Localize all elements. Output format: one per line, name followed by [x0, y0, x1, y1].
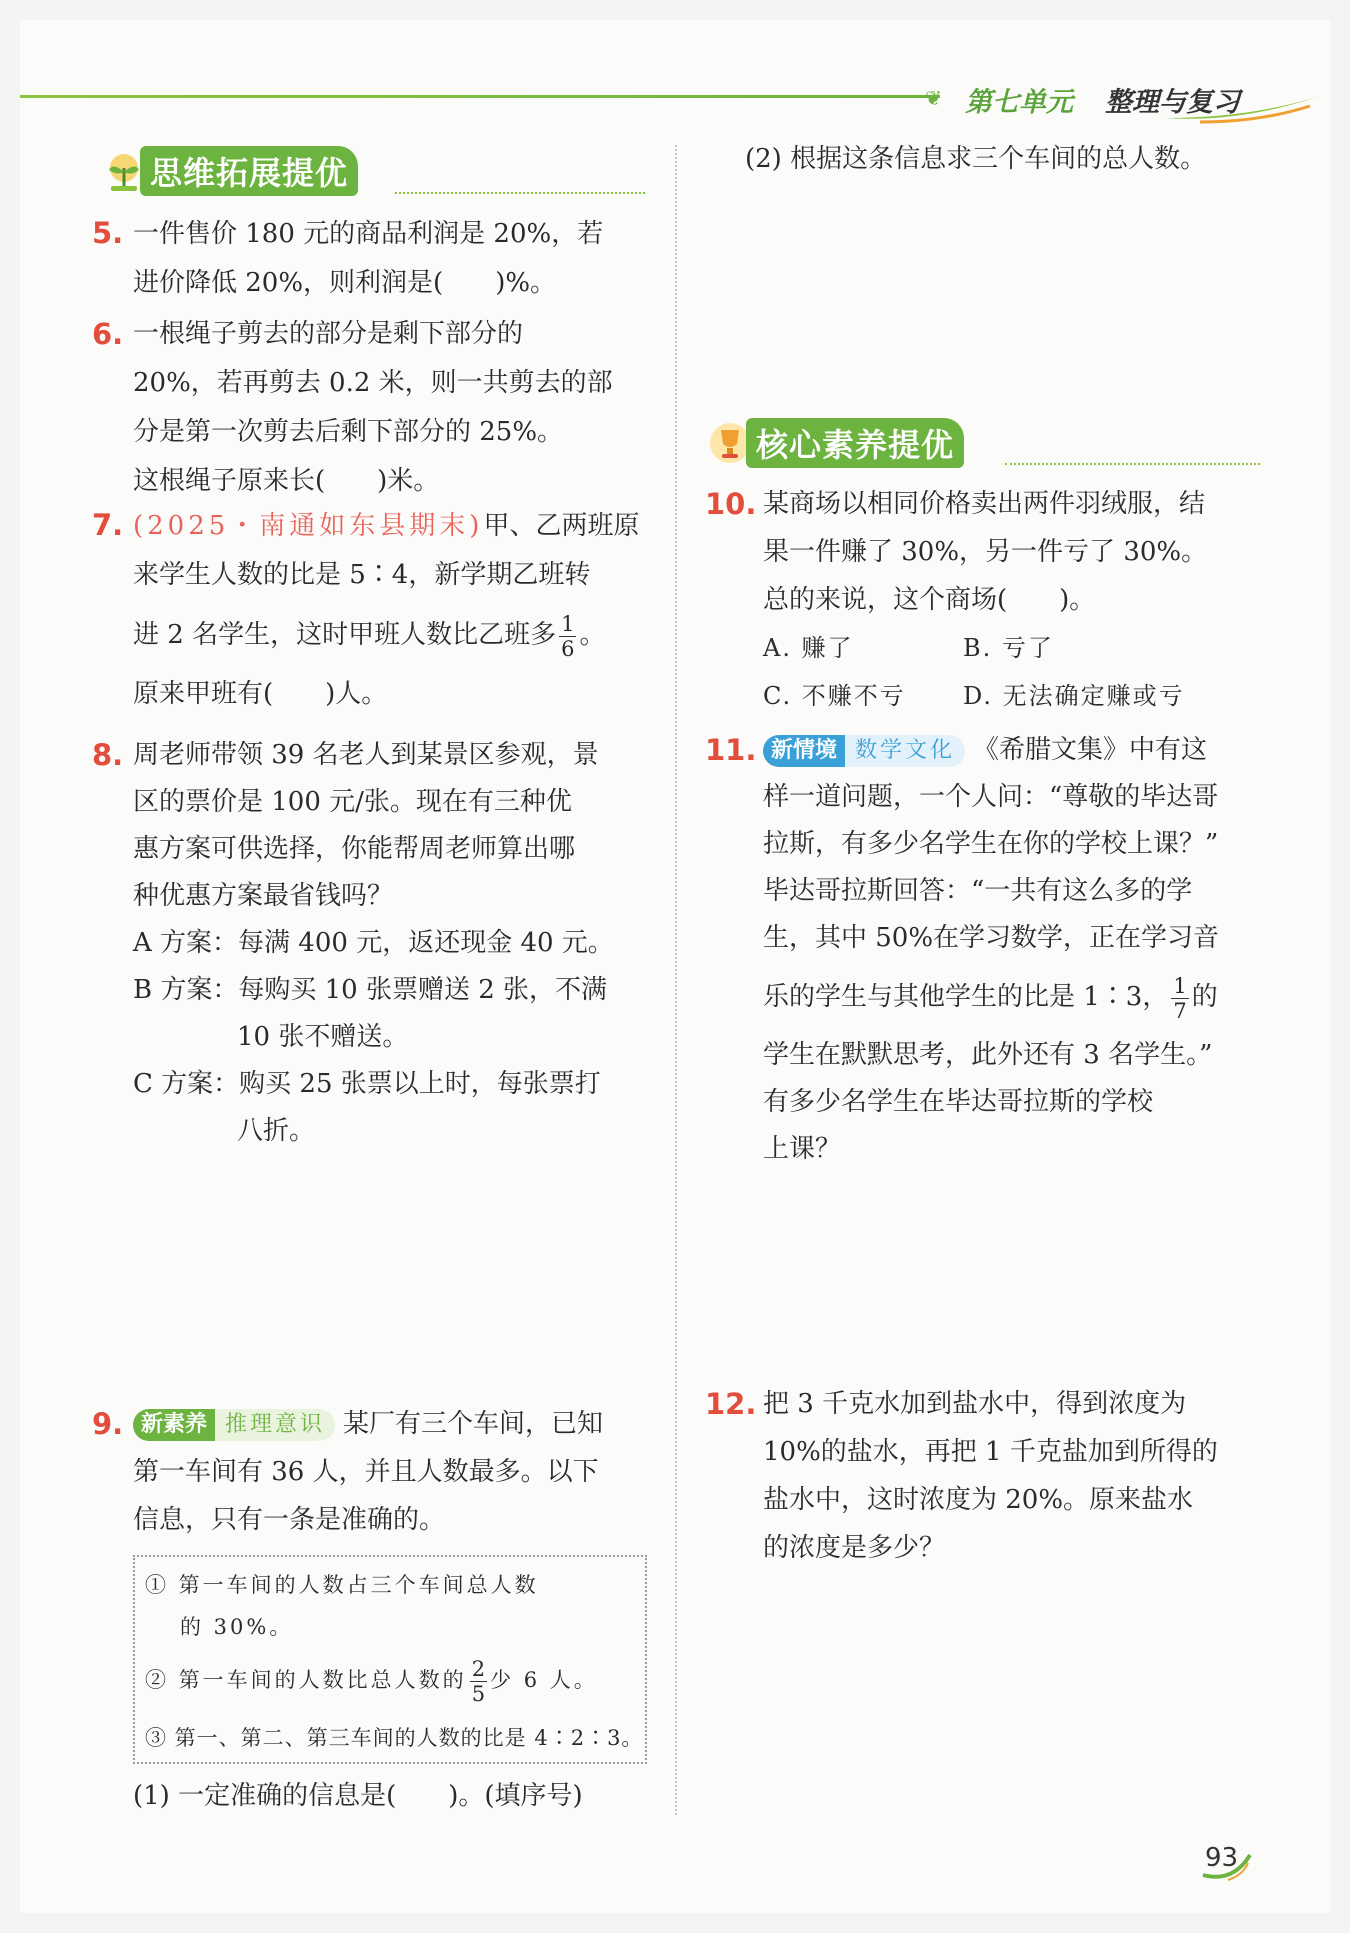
column-divider [675, 145, 677, 1815]
question-line: 信息，只有一条是准确的。 [133, 1505, 446, 1535]
question-line: 把 3 千克水加到盐水中，得到浓度为 [763, 1389, 1187, 1419]
question-5 [133, 210, 603, 308]
question-10 [763, 480, 1207, 720]
plan-b: B 方案：每购买 10 张票赠送 2 张，不满 [133, 975, 608, 1005]
info-2: ② 第一车间的人数比总人数的 $\frac{2}{5}$ 少 6 人。 [145, 1657, 598, 1706]
info-box [133, 1555, 647, 1764]
question-line: 10%的盐水，再把 1 千克盐加到所得的 [763, 1437, 1218, 1467]
question-source: (2025・南通如东县期末) [133, 511, 484, 541]
section-banner-thinking [100, 148, 358, 194]
page-number: 93 [1205, 1843, 1239, 1873]
q9-sub1: (1) 一定准确的信息是( )。(填序号) [133, 1781, 583, 1811]
question-line: 总的来说，这个商场( )。 [763, 585, 1096, 615]
header-swoosh-icon [1160, 88, 1330, 128]
question-line: 惠方案可供选择，你能帮周老师算出哪 [133, 834, 576, 864]
question-line: 周老师带领 39 名老人到某景区参观，景 [133, 740, 599, 770]
question-number: 8. [92, 738, 124, 772]
tag-new-literacy: 新素养 推理意识 [133, 1409, 335, 1441]
option-b[interactable]: B. 亏了 [963, 634, 1054, 662]
tag-new-context: 新情境 数学文化 [763, 735, 965, 767]
info-1: ① 第一车间的人数占三个车间总人数 [145, 1573, 539, 1597]
question-7: (2025・南通如东县期末)甲、乙两班原 来学生人数的比是 5∶4，新学期乙班转 进 2 名学生，这时甲班人数比乙班多 $\frac{1}{6}$ 。 原来甲班有( )人。 [133, 502, 639, 719]
header-leaf-icon: ❦ [925, 86, 942, 110]
header-rule [20, 95, 940, 98]
question-line: 样一道问题，一个人问：“尊敬的毕达哥 [763, 782, 1219, 812]
question-line: 来学生人数的比是 5∶4，新学期乙班转 [133, 560, 591, 590]
fraction: $\frac{2}{5}$ [471, 1657, 486, 1706]
question-line: 某商场以相同价格卖出两件羽绒服，结 [763, 489, 1206, 519]
question-line: 20%，若再剪去 0.2 米，则一共剪去的部 [133, 368, 613, 398]
question-line: 原来甲班有( )人。 [133, 679, 388, 709]
header-title: 整理与复习 [1105, 87, 1240, 118]
question-text: 进 2 名学生，这时甲班人数比乙班多 [133, 620, 557, 650]
fraction: $\frac{1}{7}$ [1173, 973, 1187, 1023]
section-title: 思维拓展提优 [140, 146, 358, 196]
question-line: 生，其中 50%在学习数学，正在学习音 [763, 923, 1220, 953]
question-number: 6. [92, 317, 124, 351]
option-c[interactable]: C. 不赚不亏 [763, 682, 906, 710]
question-line: 毕达哥拉斯回答：“一共有这么多的学 [763, 876, 1193, 906]
info-3: ③ 第一、第二、第三车间的人数的比是 4∶2∶3。 [145, 1726, 644, 1750]
question-number: 9. [92, 1407, 124, 1441]
section-banner-core [706, 420, 964, 466]
question-text: 某厂有三个车间，已知 [343, 1409, 604, 1439]
question-6 [133, 310, 613, 506]
question-8 [133, 732, 614, 1155]
plan-c-cont: 八折。 [237, 1116, 316, 1146]
question-number: 7. [92, 508, 124, 542]
option-d[interactable]: D. 无法确定赚或亏 [963, 682, 1185, 710]
question-line: 第一车间有 36 人，并且人数最多。以下 [133, 1457, 599, 1487]
question-11: 新情境 数学文化 《希腊文集》中有这 样一道问题，一个人问：“尊敬的毕达哥 拉斯，有多少名学生在你的学校上课？” 毕达哥拉斯回答：“一共有这么多的学 生，其中 50%在学习数学，正在学习音 乐的学生与其他学生的比是 1∶3， $\frac{1}{7}$ 的 学生在默默思考，此外还有 3 名学生。” 有多少名学生在毕达哥拉斯的学校 上课？ [763, 727, 1219, 1173]
question-line: 拉斯，有多少名学生在你的学校上课？” [763, 829, 1219, 859]
question-9 [133, 1400, 603, 1544]
plan-a: A 方案：每满 400 元，返还现金 40 元。 [133, 928, 614, 958]
question-12 [763, 1380, 1218, 1572]
header-unit: 第七单元 [965, 87, 1073, 118]
question-text: 甲、乙两班原 [483, 511, 640, 541]
question-line: 上课？ [763, 1134, 842, 1164]
question-number: 11. [705, 733, 757, 767]
info-1-cont: 的 30%。 [180, 1615, 294, 1639]
banner-underline [1005, 463, 1260, 465]
question-line: 分是第一次剪去后剩下部分的 25%。 [133, 417, 564, 447]
q9-sub2: (2) 根据这条信息求三个车间的总人数。 [745, 144, 1207, 174]
question-number: 10. [705, 487, 757, 521]
question-line: 盐水中，这时浓度为 20%。原来盐水 [763, 1485, 1194, 1515]
question-line: 种优惠方案最省钱吗？ [133, 881, 394, 911]
question-line: 一件售价 180 元的商品利润是 20%，若 [133, 219, 604, 249]
question-line: 学生在默默思考，此外还有 3 名学生。” [763, 1040, 1213, 1070]
question-line: 的浓度是多少？ [763, 1533, 946, 1563]
banner-underline [395, 192, 645, 194]
question-line: 一根绳子剪去的部分是剩下部分的 [133, 319, 524, 349]
question-number: 12. [705, 1387, 757, 1421]
question-number: 5. [92, 216, 124, 250]
question-line: 区的票价是 100 元/张。现在有三种优 [133, 787, 572, 817]
question-line: 有多少名学生在毕达哥拉斯的学校 [763, 1087, 1154, 1117]
fraction: $\frac{1}{6}$ [561, 611, 575, 661]
plan-c: C 方案：购买 25 张票以上时，每张票打 [133, 1069, 601, 1099]
question-line: 果一件赚了 30%，另一件亏了 30%。 [763, 537, 1208, 567]
option-a[interactable]: A. 赚了 [763, 634, 854, 662]
question-text: 《希腊文集》中有这 [973, 735, 1208, 765]
plan-b-cont: 10 张不赠送。 [237, 1022, 409, 1052]
section-title: 核心素养提优 [746, 418, 964, 468]
question-line: 这根绳子原来长( )米。 [133, 466, 440, 496]
question-line: 进价降低 20%，则利润是( )%。 [133, 268, 557, 298]
